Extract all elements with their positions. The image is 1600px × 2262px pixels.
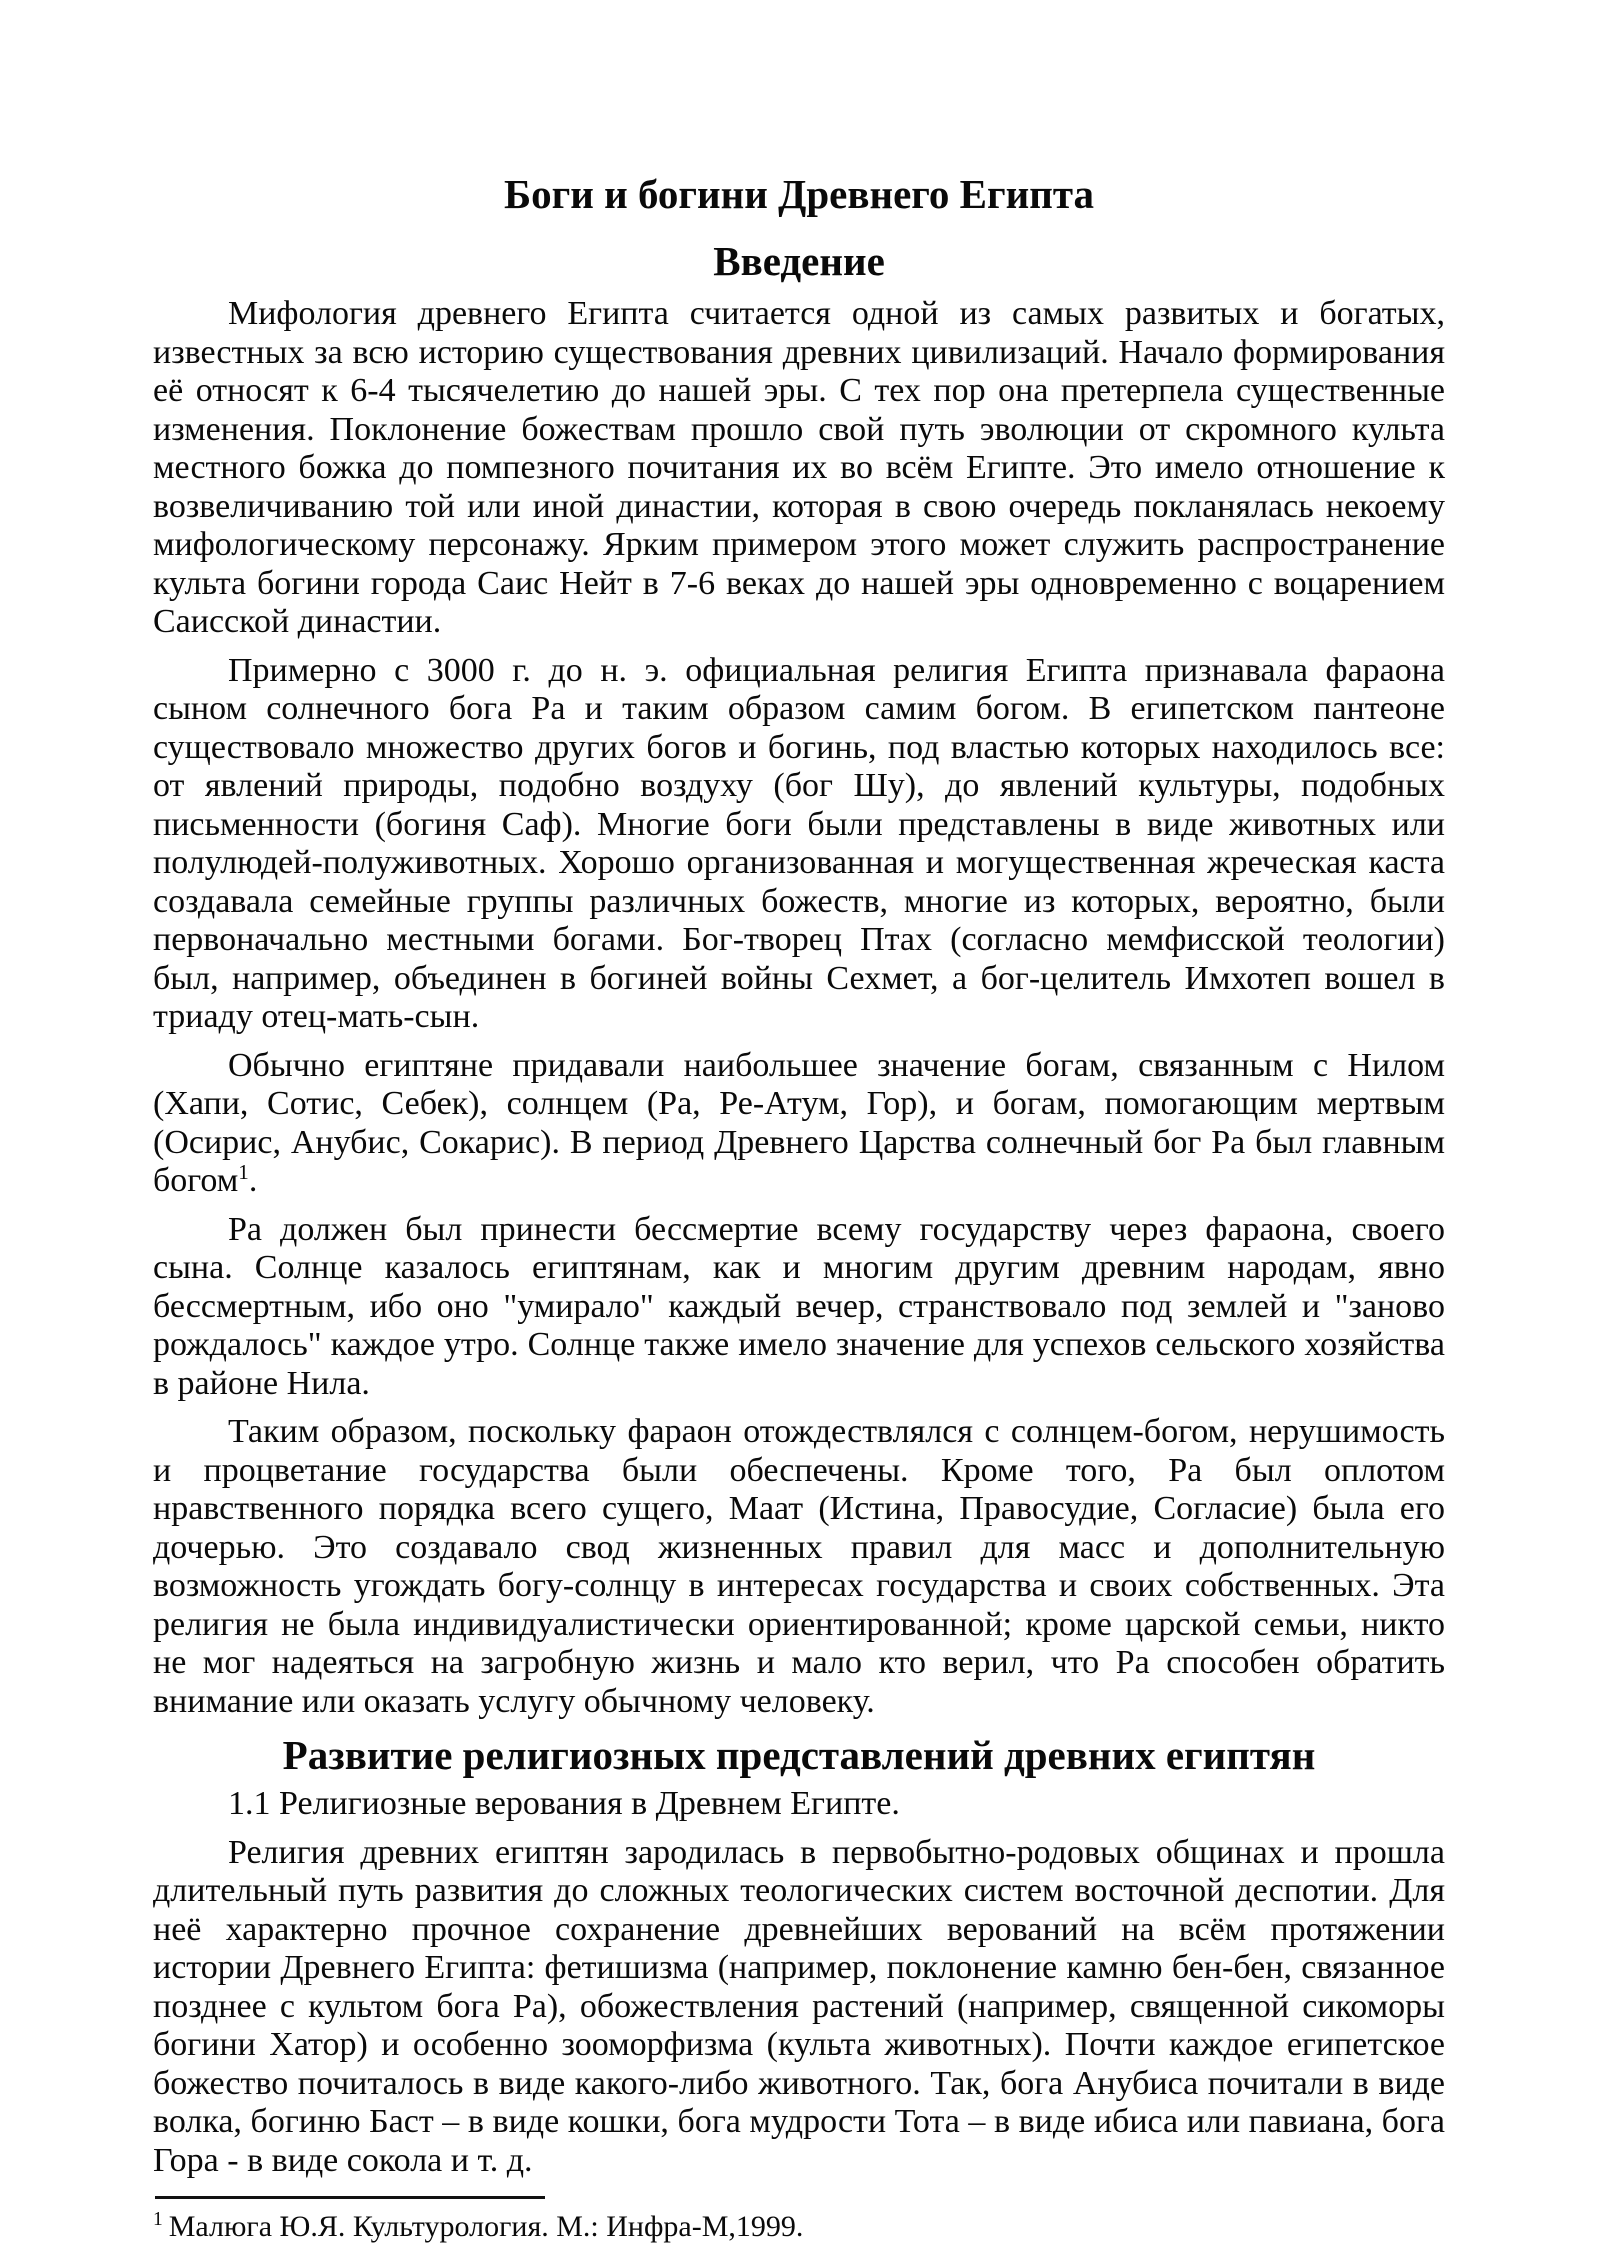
paragraph-ra-immortality: Ра должен был принести бессмертие всему государству через фараона, своего сына. Солнце казалось египтянам, как и многим другим древним народам, явно бессмертным, ибо оно "умирало" каждый вечер, странствовало под землей и "заново рождалось" каждое утро. Солнце также имело значение для успехов сельского хозяйства в районе Нила. [153, 1210, 1445, 1402]
paragraph-main-gods-text: Обычно египтяне придавали наибольшее значение богам, связанным с Нилом (Хапи, Сотис, Себек), солнцем (Ра, Ре-Атум, Гор), и богам, помогающим мертвым (Осирис, Анубис, Сокарис). В период Древнего Царства солнечный бог Ра был главным богом [153, 1046, 1445, 1199]
paragraph-mythology-overview: Мифология древнего Египта считается одной из самых развитых и богатых, известных за всю историю существования древних цивилизаций. Начало формирования её относят к 6-4 тысячелетию до нашей эры. С тех пор она претерпела существенные изменения. Поклонение божествам прошло свой путь эволюции от скромного культа местного божка до помпезного почитания их во всём Египте. Это имело отношение к возвеличиванию той или иной династии, которая в свою очередь покланялась некоему мифологическому персонажу. Ярким примером этого может служить распространение культа богини города Саис Нейт в 7-6 веках до нашей эры одновременно с воцарением Саисской династии. [153, 295, 1445, 640]
footnote-separator-line [155, 2196, 545, 2199]
section-heading-development: Развитие религиозных представлений древних египтян [282, 1732, 1316, 1778]
document-title: Боги и богини Древнего Египта [503, 171, 1095, 217]
section-heading-introduction: Введение [713, 238, 885, 284]
paragraph-official-religion: Примерно с 3000 г. до н. э. официальная религия Египта признавала фараона сыном солнечного бога Ра и таким образом самим богом. В египетском пантеоне существовало множество других богов и богинь, под властью которых находилось все: от явлений природы, подобно воздуху (бог Шу), до явлений культуры, подобных письменности (богиня Саф). Многие боги были представлены в виде животных или полулюдей-полуживотных. Хорошо организованная и могущественная жреческая каста создавала семейные группы различных божеств, многие из которых, вероятно, были первоначально местными богами. Бог-творец Птах (согласно мемфисской теологии) был, например, объединен в богиней войны Сехмет, а бог-целитель Имхотеп вошел в триаду отец-мать-сын. [153, 651, 1445, 1035]
footnote [153, 2209, 1445, 2245]
footnote-text: Малюга Ю.Я. Культурология. М.: Инфра-М,1999. [168, 2210, 804, 2243]
footnote-marker: 1 [153, 2209, 163, 2231]
subsection-label-1-1: 1.1 Религиозные верования в Древнем Египте. [228, 1785, 900, 1822]
paragraph-pharaoh-sun-god: Таким образом, поскольку фараон отождествлялся с солнцем-богом, нерушимость и процветание государства были обеспечены. Кроме того, Ра был оплотом нравственного порядка всего сущего, Маат (Истина, Правосудие, Согласие) была его дочерью. Это создавало свод жизненных правил для масс и дополнительную возможность угождать богу-солнцу в интересах государства и своих собственных. Эта религия не была индивидуалистически ориентированной; кроме царской семьи, никто не мог надеяться на загробную жизнь и мало кто верил, что Ра способен обратить внимание или оказать услугу обычному человеку. [153, 1413, 1445, 1720]
paragraph-main-gods-period: . [248, 1162, 258, 1199]
footnote-reference-marker: 1 [238, 1160, 249, 1185]
paragraph-religion-origins: Религия древних египтян зародилась в первобытно-родовых общинах и прошла длительный путь развития до сложных теологических систем восточной деспотии. Для неё характерно прочное сохранение древнейших верований на всём протяжении истории Древнего Египта: фетишизма (например, поклонение камню бен-бен, связанное позднее с культом бога Ра), обожествления растений (например, священной сикоморы богини Хатор) и особенно зооморфизма (культа животных). Почти каждое египетское божество почиталось в виде какого-либо животного. Так, бога Анубиса почитали в виде волка, богиню Баст – в виде кошки, бога мудрости Тота – в виде ибиса или павиана, бога Гора - в виде сокола и т. д. [153, 1833, 1445, 2179]
footnote-area [153, 2196, 1445, 2245]
paragraph-main-gods [153, 1047, 1445, 1201]
